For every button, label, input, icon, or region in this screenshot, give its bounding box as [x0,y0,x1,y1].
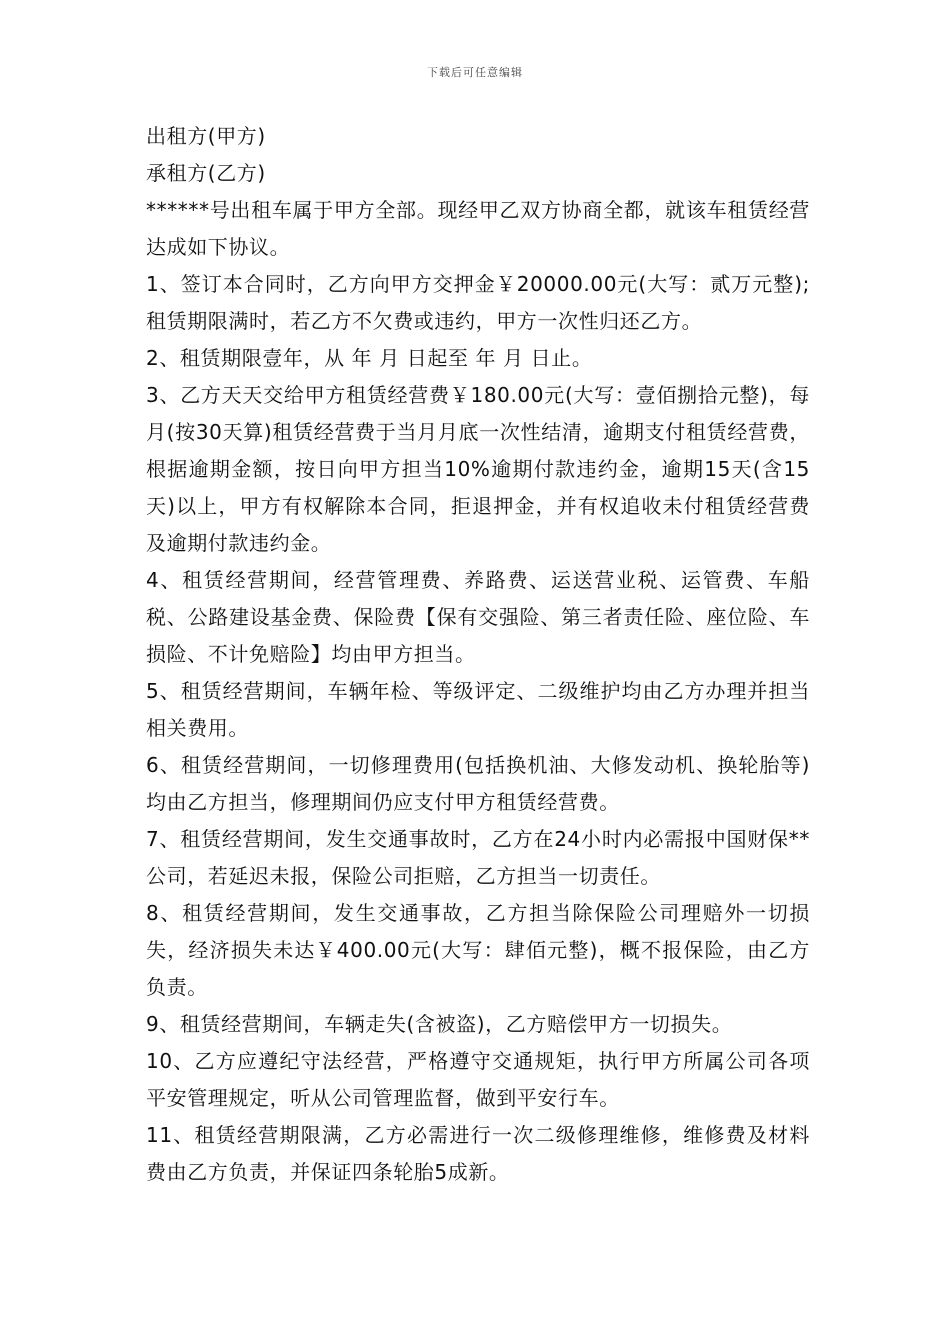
contract-body [146,118,810,1191]
clause-4: 4、租赁经营期间，经营管理费、养路费、运送营业税、运管费、车船税、公路建设基金费、保险费【保有交强险、第三者责任险、座位险、车损险、不计免赔险】均由甲方担当。 [146,568,810,666]
paragraph-lessee: 承租方(乙方) [146,161,266,185]
clause-11: 11、租赁经营期限满，乙方必需进行一次二级修理维修，维修费及材料费由乙方负责，并保证四条轮胎5成新。 [146,1123,810,1184]
clause-1: 1、签订本合同时，乙方向甲方交押金￥20000.00元(大写：贰万元整);租赁期限满时，若乙方不欠费或违约，甲方一次性归还乙方。 [146,272,810,333]
clause-7: 7、租赁经营期间，发生交通事故时，乙方在24小时内必需报中国财保**公司，若延迟未报，保险公司拒赔，乙方担当一切责任。 [146,827,810,888]
clause-2: 2、租赁期限壹年，从 年 月 日起至 年 月 日止。 [146,346,593,370]
clause-6: 6、租赁经营期间，一切修理费用(包括换机油、大修发动机、换轮胎等)均由乙方担当，修理期间仍应支付甲方租赁经营费。 [146,753,810,814]
clause-10: 10、乙方应遵纪守法经营，严格遵守交通规矩，执行甲方所属公司各项平安管理规定，听从公司管理监督，做到平安行车。 [146,1049,810,1110]
clause-8: 8、租赁经营期间，发生交通事故，乙方担当除保险公司理赔外一切损失，经济损失未达￥400.00元(大写：肆佰元整)，概不报保险，由乙方负责。 [146,901,810,999]
paragraph-intro: ******号出租车属于甲方全部。现经甲乙双方协商全都，就该车租赁经营达成如下协议。 [146,198,810,259]
header-note: 下载后可任意编辑 [427,66,523,79]
clause-3: 3、乙方天天交给甲方租赁经营费￥180.00元(大写：壹佰捌拾元整)，每月(按30天算)租赁经营费于当月月底一次性结清，逾期支付租赁经营费，根据逾期金额，按日向甲方担当10%逾期付款违约金，逾期15天(含15天)以上，甲方有权解除本合同，拒退押金，并有权追收未付租赁经营费及逾期付款违约金。 [146,383,810,555]
clause-5: 5、租赁经营期间，车辆年检、等级评定、二级维护均由乙方办理并担当相关费用。 [146,679,810,740]
clause-9: 9、租赁经营期间，车辆走失(含被盗)，乙方赔偿甲方一切损失。 [146,1012,733,1036]
paragraph-lessor: 出租方(甲方) [146,124,266,148]
